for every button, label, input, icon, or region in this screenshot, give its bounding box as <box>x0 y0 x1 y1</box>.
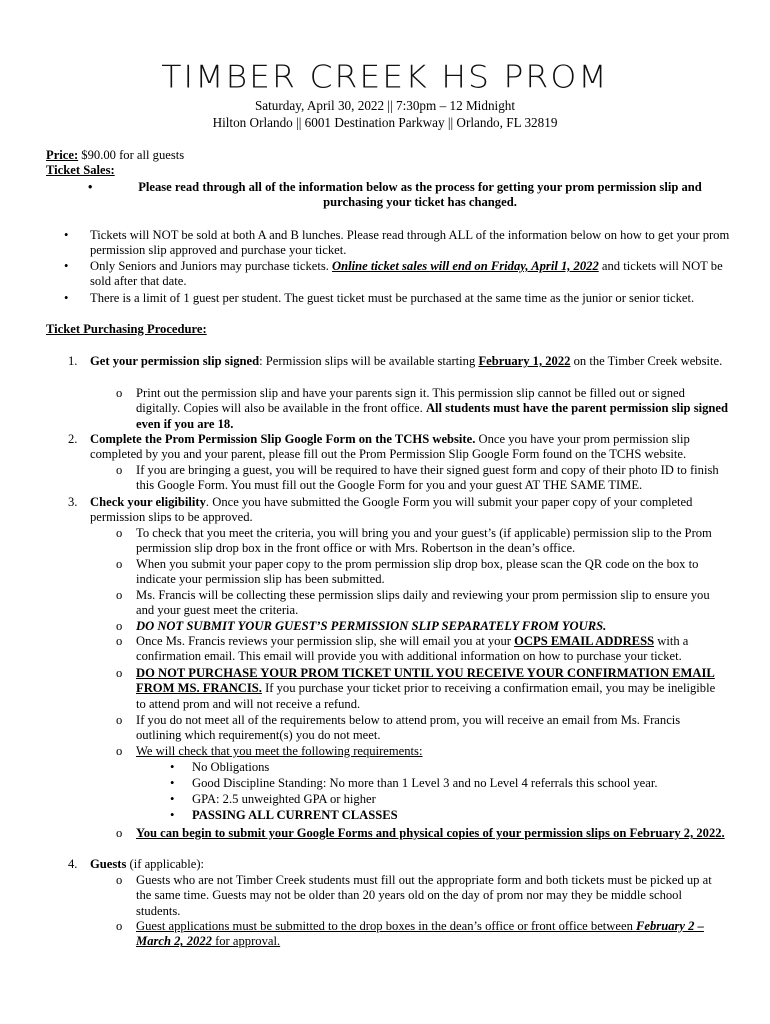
step-4-sub-1: o Guests who are not Timber Creek students must fill out the appropriate form and both tickets must be picked up at the same time. Guests may not be older than 20 years old on the day of prom nor may they be middle school students. <box>116 873 712 918</box>
page-title: TIMBER CREEK HS PROM <box>161 58 609 96</box>
step-2: 2. Complete the Prom Permission Slip Google Form on the TCHS website. Once you have your prom permission slip completed by you and your parent, please fill out the Prom Permission Slip Google Form found on the TCHS website. <box>68 432 690 462</box>
bullet-icon: • <box>64 291 69 305</box>
step-3-sub-5: o Once Ms. Francis reviews your permission slip, she will email you at your OCPS EMAIL ADDRESS with a confirmation email. This email will provide you with additional information on how to purchase your ticket. <box>116 634 689 664</box>
notice-text: Please read through all of the information below as the process for getting your prom permission slip and purchasing your ticket has changed. <box>138 180 702 210</box>
circle-bullet-icon: o <box>116 634 123 648</box>
requirement-1: • No Obligations <box>170 760 270 774</box>
step-3-sub-8: o We will check that you meet the following requirements: <box>116 744 423 758</box>
price-label: Price: <box>46 148 79 162</box>
circle-bullet-icon: o <box>116 557 123 571</box>
circle-bullet-icon: o <box>116 526 123 540</box>
step-3-sub-2: o When you submit your paper copy to the prom permission slip drop box, please scan the QR code on the box to indicate your permission slip has been submitted. <box>116 557 699 587</box>
circle-bullet-icon: o <box>116 919 123 933</box>
bullet-icon: • <box>170 792 175 806</box>
bullet-icon: • <box>88 180 93 194</box>
requirement-3: • GPA: 2.5 unweighted GPA or higher <box>170 792 376 806</box>
step-3-sub-3: o Ms. Francis will be collecting these permission slips daily and reviewing your prom permission slip to ensure you and your guest meet the criteria. <box>116 588 710 618</box>
step-3-sub-6: o DO NOT PURCHASE YOUR PROM TICKET UNTIL YOU RECEIVE YOUR CONFIRMATION EMAIL FROM MS. FRANCIS. If you purchase your ticket prior to receiving a confirmation email, you may be ineligible to attend prom and will not receive a refund. <box>116 666 716 711</box>
requirement-4: • PASSING ALL CURRENT CLASSES <box>170 808 398 822</box>
circle-bullet-icon: o <box>116 386 123 400</box>
circle-bullet-icon: o <box>116 463 123 477</box>
step-2-sub-1: o If you are bringing a guest, you will be required to have their signed guest form and copy of their photo ID to finish this Google Form. You must fill out the Google Form for you and your guest AT THE SAME TIME. <box>116 463 719 493</box>
circle-bullet-icon: o <box>116 873 123 887</box>
circle-bullet-icon: o <box>116 588 123 602</box>
step-4: 4. Guests (if applicable): <box>68 857 205 871</box>
circle-bullet-icon: o <box>116 744 123 758</box>
notice-item <box>88 180 728 211</box>
venue-line: Hilton Orlando || 6001 Destination Parkway || Orlando, FL 32819 <box>212 115 558 130</box>
circle-bullet-icon: o <box>116 826 123 840</box>
bullet-icon: • <box>170 776 175 790</box>
circle-bullet-icon: o <box>116 666 123 680</box>
price-line <box>46 148 736 163</box>
step-4-sub-2: o Guest applications must be submitted to the drop boxes in the dean’s office or front office between February 2 – March 2, 2022 for approval. <box>116 919 704 949</box>
sales-deadline: Online ticket sales will end on Friday, April 1, 2022 <box>332 259 599 273</box>
step-3-sub-7: o If you do not meet all of the requirements below to attend prom, you will receive an email from Ms. Francis outlining which requirement(s) you do not meet. <box>116 713 681 743</box>
bullet-icon: • <box>64 259 69 273</box>
sales-bullet-3: • There is a limit of 1 guest per student. The guest ticket must be purchased at the same time as the junior or senior ticket. <box>64 291 695 305</box>
step-3: 3. Check your eligibility. Once you have submitted the Google Form you will submit your paper copy of your completed permission slips to be approved. <box>68 495 693 525</box>
sales-bullet-1: • Tickets will NOT be sold at both A and B lunches. Please read through ALL of the information below on how to get your prom permission slip approved and purchase your ticket. <box>64 228 730 258</box>
bullet-icon: • <box>170 808 175 822</box>
step-3-sub-9: o You can begin to submit your Google Forms and physical copies of your permission slips on February 2, 2022. <box>116 826 725 840</box>
step-3-sub-4: o DO NOT SUBMIT YOUR GUEST’S PERMISSION SLIP SEPARATELY FROM YOURS. <box>116 619 607 633</box>
ticket-sales-heading: Ticket Sales: <box>46 163 115 177</box>
price-text: $90.00 for all guests <box>78 148 185 162</box>
step-3-sub-1: o To check that you meet the criteria, you will bring you and your guest’s (if applicable) permission slip to the Prom permission slip drop box in the front office or with Mrs. Robertson in the dean’s office. <box>116 526 712 556</box>
step-1: 1. Get your permission slip signed: Permission slips will be available starting February 1, 2022 on the Timber Creek website. <box>68 354 723 368</box>
bullet-icon: • <box>64 228 69 242</box>
bullet-icon: • <box>170 760 175 774</box>
circle-bullet-icon: o <box>116 713 123 727</box>
step-1-sub-1: o Print out the permission slip and have your parents sign it. This permission slip cannot be filled out or signed digitally. Copies will also be available in the front office. All students must have the parent permission slip signed even if you are 18. <box>116 386 728 431</box>
date-line: Saturday, April 30, 2022 || 7:30pm – 12 Midnight <box>254 98 516 113</box>
circle-bullet-icon: o <box>116 619 123 633</box>
requirement-2: • Good Discipline Standing: No more than 1 Level 3 and no Level 4 referrals this school year. <box>170 776 658 790</box>
sales-bullet-2: • Only Seniors and Juniors may purchase tickets. Online ticket sales will end on Friday, April 1, 2022 and tickets will NOT be sold after that date. <box>64 259 723 289</box>
procedure-heading: Ticket Purchasing Procedure: <box>46 322 207 336</box>
